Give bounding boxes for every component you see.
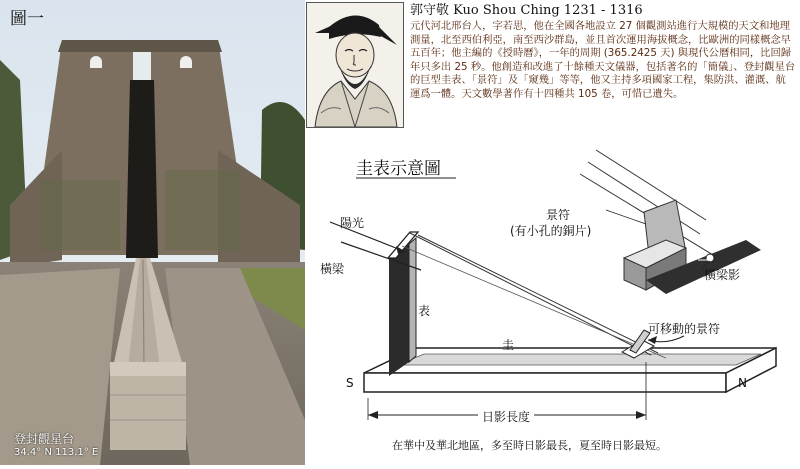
label-sunlight: 陽光: [340, 216, 365, 230]
portrait-icon: [307, 3, 403, 127]
diagram-footnote: 在華中及華北地區，多至時日影最長，夏至時日影最短。: [392, 439, 667, 452]
portrait-frame: [306, 2, 404, 128]
diagram-title: 圭表示意圖: [356, 159, 441, 179]
biography: [410, 2, 796, 101]
label-shadow-device: 景符: [546, 208, 571, 222]
biography-text: 元代河北邢台人，字若思，他在全國各地設立 27 個觀測站進行大規模的天文和地理測量，北至西伯利亞，南至西沙群島，並且首次運用海拔概念，比歐洲的同樣概念早五百年；他主編的《授時曆》，一年的周期 (365.2425 天) 與現代公曆相同，比回歸年只多出 25 秒。他創造和改進了十餘種天文儀器，包括著名的「簡儀」、登封觀星台的巨型圭表、「景符」及「窺幾」等等，他又主持多項國家工程，集防洪、灌溉、航運爲一體。天文數學著作有十四種共 105 卷，可惜已遺失。: [410, 20, 796, 100]
label-north: N: [738, 376, 747, 390]
label-south: S: [346, 376, 354, 390]
label-gnomon: 表: [418, 304, 431, 318]
photo-caption-title: 登封觀星台: [14, 432, 75, 446]
figure-label: 圖一: [10, 9, 44, 29]
biography-title: 郭守敬 Kuo Shou Ching 1231 - 1316: [410, 3, 643, 18]
label-crossbeam: 橫梁: [320, 262, 345, 276]
gnomon-diagram: [306, 140, 800, 465]
observatory-illustration: [0, 0, 305, 465]
photo-caption-coordinates: 34.4° N 113.1° E: [14, 447, 99, 458]
observatory-photo: [0, 0, 305, 465]
label-shadow-device-desc: (有小孔的銅片): [510, 224, 592, 238]
gnomon-diagram-drawing: [306, 140, 800, 465]
label-gui: 圭: [502, 338, 515, 352]
label-shadow-length: 日影長度: [478, 408, 534, 425]
label-movable-device: 可移動的景符: [648, 322, 721, 336]
label-crossbeam-shadow: 橫梁影: [704, 268, 741, 282]
